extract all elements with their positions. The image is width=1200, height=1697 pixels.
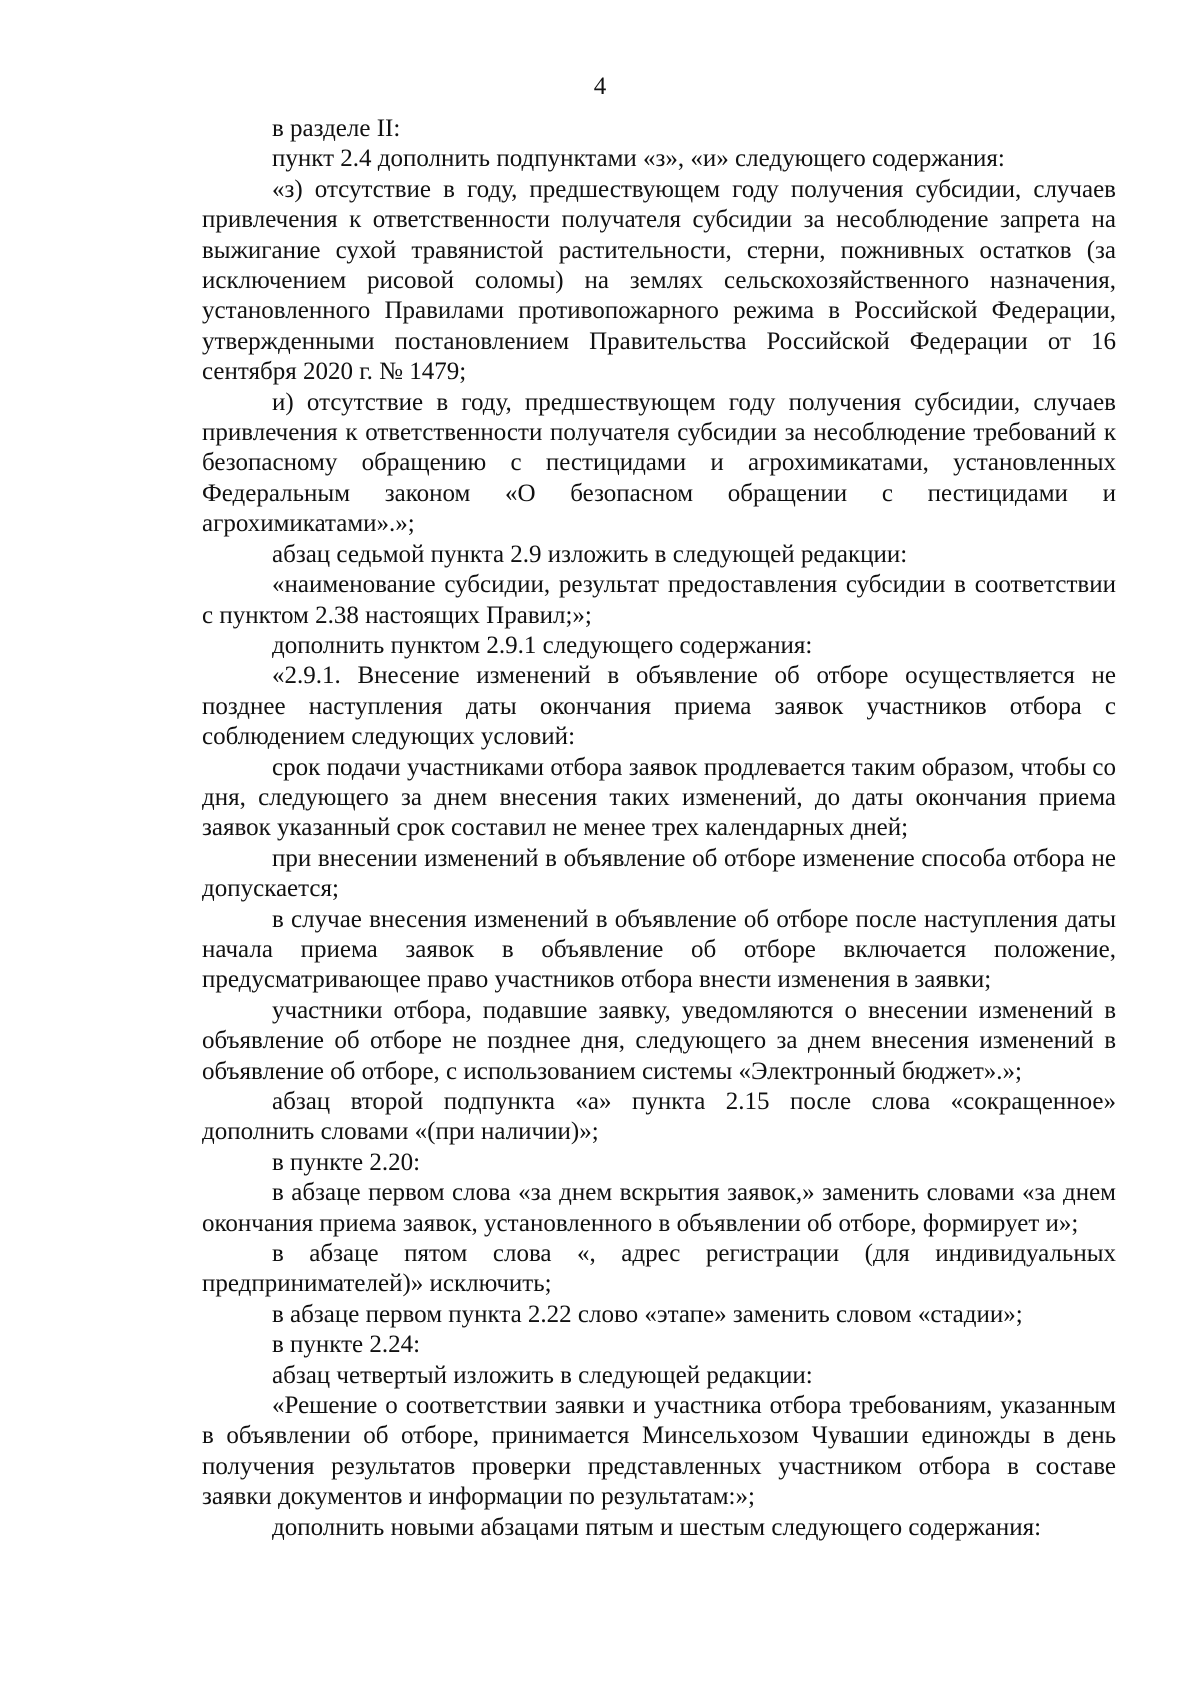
paragraph: участники отбора, подавшие заявку, уведомляются о внесении изменений в объявление об отборе не позднее дня, следующего за днем внесения изменений в объявление об отборе, с использованием системы «Электронный бюджет».»; <box>202 996 1116 1085</box>
paragraph: абзац четвертый изложить в следующей редакции: <box>272 1361 813 1389</box>
paragraph: в абзаце первом слова «за днем вскрытия заявок,» заменить словами «за днем окончания приема заявок, установленного в объявлении об отборе, формирует и»; <box>202 1179 1116 1237</box>
paragraph: и) отсутствие в году, предшествующем году получения субсидии, случаев привлечения к ответственности получателя субсидии за несоблюдение требований к безопасному обращению с пестицидами и агрохимикатами, установленных Федеральным законом «О безопасном обращении с пестицидами и агрохимикатами».»; <box>202 388 1116 538</box>
paragraph: в разделе II: <box>272 115 401 142</box>
paragraph: срок подачи участниками отбора заявок продлевается таким образом, чтобы со дня, следующего за днем внесения таких изменений, до даты окончания приема заявок указанный срок составил не менее трех календарных дней; <box>202 753 1116 842</box>
document-body <box>202 114 1116 1543</box>
paragraph: абзац седьмой пункта 2.9 изложить в следующей редакции: <box>272 540 908 568</box>
paragraph: «2.9.1. Внесение изменений в объявление об отборе осуществляется не позднее наступления даты окончания приема заявок участников отбора с соблюдением следующих условий: <box>202 662 1116 751</box>
paragraph: дополнить пунктом 2.9.1 следующего содержания: <box>272 631 813 659</box>
paragraph: пункт 2.4 дополнить подпунктами «з», «и» следующего содержания: <box>272 145 1005 173</box>
paragraph: «Решение о соответствии заявки и участника отбора требованиям, указанным в объявлении об отборе, принимается Минсельхозом Чувашии единожды в день получения результатов проверки представленных участником отбора в составе заявки документов и информации по результатам:»; <box>202 1392 1116 1511</box>
paragraph: дополнить новыми абзацами пятым и шестым следующего содержания: <box>272 1513 1042 1541</box>
paragraph: «з) отсутствие в году, предшествующем году получения субсидии, случаев привлечения к ответственности получателя субсидии за несоблюдение запрета на выжигание сухой травянистой растительности, стерни, пожнивных остатков (за исключением рисовой соломы) на землях сельскохозяйственного назначения, установленного Правилами противопожарного режима в Российской Федерации, утвержденными постановлением Правительства Российской Федерации от 16 сентября 2020 г. № 1479; <box>202 175 1116 386</box>
paragraph: «наименование субсидии, результат предоставления субсидии в соответствии с пунктом 2.38 настоящих Правил;»; <box>202 571 1116 629</box>
paragraph: в случае внесения изменений в объявление об отборе после наступления даты начала приема заявок в объявление об отборе включается положение, предусматривающее право участников отбора внести изменения в заявки; <box>202 905 1116 994</box>
paragraph: в пункте 2.20: <box>272 1148 421 1176</box>
paragraph: при внесении изменений в объявление об отборе изменение способа отбора не допускается; <box>202 844 1116 903</box>
page-number: 4 <box>593 73 607 100</box>
paragraph: абзац второй подпункта «а» пункта 2.15 после слова «сокращенное» дополнить словами «(при наличии)»; <box>202 1088 1116 1146</box>
paragraph: в абзаце первом пункта 2.22 слово «этапе» заменить словом «стадии»; <box>272 1300 1023 1328</box>
paragraph: в абзаце пятом слова «, адрес регистрации (для индивидуальных предпринимателей)» исключить; <box>202 1240 1116 1298</box>
paragraph: в пункте 2.24: <box>272 1331 421 1359</box>
